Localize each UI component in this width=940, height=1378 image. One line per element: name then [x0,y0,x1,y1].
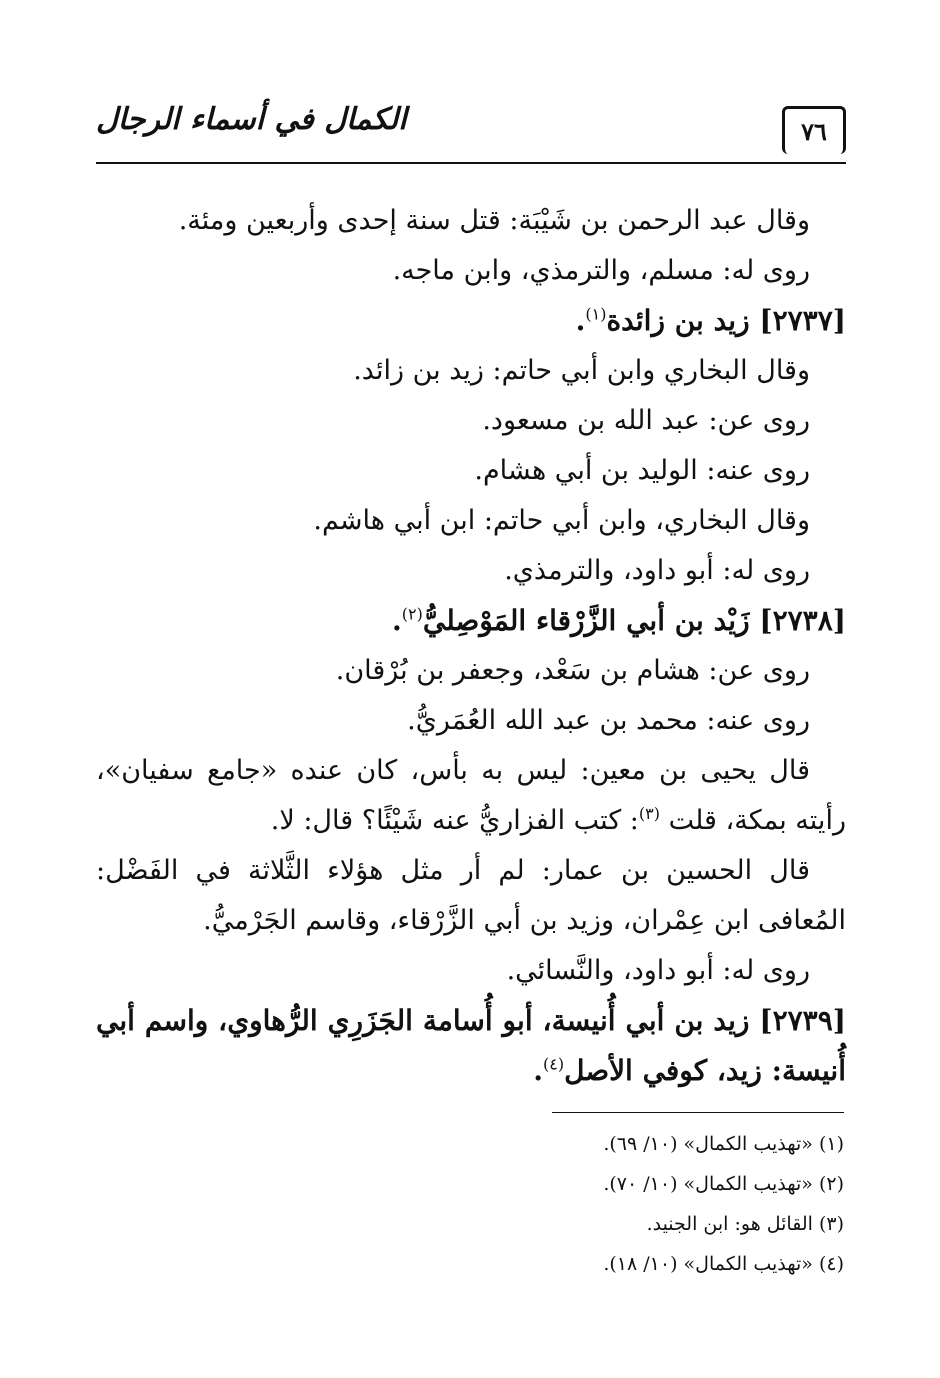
text-line: روى عن: عبد الله بن مسعود. [482,405,810,436]
entry-heading-2738: [٢٧٣٨] زَيْد بن أبي الزَّرْقاء المَوْصِليُّ$^{(٢)}$. [392,604,846,637]
text-line: وقال عبد الرحمن بن شَيْبَة: قتل سنة إحدى وأربعين ومئة. [178,205,810,236]
footnote-ref: (٤) [543,1054,565,1074]
entry-title: [٢٧٣٩] زيد بن أبي أُنيسة، أبو أُسامة الجَزَرِي الرُّهاوي، واسم أبي أُنيسة: زيد، كوفي الأصل [96,1004,846,1087]
text-line: روى عن: هشام بن سَعْد، وجعفر بن بُرْقان. [335,655,810,686]
footnote-divider [552,1112,844,1113]
text-line: روى له: أبو داود، والترمذي. [504,555,810,586]
text-line: وقال البخاري، وابن أبي حاتم: ابن أبي هاشم. [313,505,810,536]
footnote-ref: (٢) [401,604,423,624]
paragraph: قال الحسين بن عمار: لم أر مثل هؤلاء الثَّلاثة في الفَضْل: المُعافى ابن عِمْران، وزيد بن أبي الزَّرْقاء، وقاسم الجَرْميُّ. [96,855,846,936]
footnotes [94,1124,844,1284]
paragraph: قال يحيى بن معين: ليس به بأس، كان عنده «جامع سفيان»، رأيته بمكة، قلت $^{(٣)}$: كتب الفزاريُّ عنه شَيْئًا؟ قال: لا. [96,755,846,836]
footnote-ref: (٣) [638,804,660,823]
entry-heading-2739: [٢٧٣٩] زيد بن أبي أُنيسة، أبو أُسامة الجَزَرِي الرُّهاوي، واسم أبي أُنيسة: زيد، كوفي الأصل$^{(٤)}$. [96,1004,846,1087]
entry-heading-2737: [٢٧٣٧] زيد بن زائدة$^{(١)}$. [575,304,846,337]
footnote: (٢) «تهذيب الكمال» (١٠/ ٧٠). [603,1173,844,1195]
header-divider [96,162,846,164]
page-header [96,96,846,166]
footnote: (٣) القائل هو: ابن الجنيد. [646,1213,844,1235]
footnote: (٤) «تهذيب الكمال» (١٠/ ١٨). [603,1253,844,1275]
footnote-ref: (١) [585,304,607,324]
running-title: الكمال في أسماء الرجال [96,102,407,137]
text-line: روى عنه: محمد بن عبد الله العُمَريُّ. [407,705,810,736]
footnote: (١) «تهذيب الكمال» (١٠/ ٦٩). [603,1133,844,1155]
page-number: ٧٦ [782,106,846,154]
text-line: روى له: أبو داود، والنَّسائي. [506,955,810,986]
main-text [96,196,846,1096]
text-line: روى له: مسلم، والترمذي، وابن ماجه. [392,255,810,286]
text-line: وقال البخاري وابن أبي حاتم: زيد بن زائد. [353,355,810,386]
entry-title: [٢٧٣٨] زَيْد بن أبي الزَّرْقاء المَوْصِليُّ [422,604,846,637]
entry-title: [٢٧٣٧] زيد بن زائدة [606,304,846,337]
text-line: روى عنه: الوليد بن أبي هشام. [474,455,810,486]
